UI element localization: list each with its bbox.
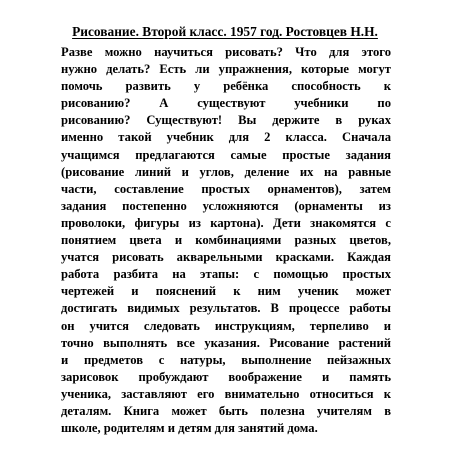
text-line: и предметов с натуры, выполнение пейзажных (61, 352, 391, 367)
text-line: достигать видимых результатов. В процессе работы (61, 301, 391, 316)
document-title (0, 24, 450, 40)
text-line: школе, родителям и детям для занятий дома. (61, 421, 318, 436)
text-line: рисованию? Существуют! Вы держите в руках (61, 113, 391, 128)
text-line: понятием цвета и комбинациями разных цветов, (61, 233, 391, 248)
text-line: учатся рисовать акварельными красками. Каждая (61, 250, 391, 265)
text-line: ученика, заставляют его внимательно относиться к (61, 386, 391, 401)
text-line: работа разбита на этапы: с помощью простых (61, 267, 391, 282)
text-line: точно выполнять все указания. Рисование растений (61, 335, 391, 350)
text-line: рисованию? А существуют учебники по (61, 96, 391, 111)
text-line: проволоки, фигуры из картона). Дети знакомятся с (61, 215, 391, 230)
text-line: задания постепенно усложняются (орнаменты из (61, 198, 391, 213)
text-line: (рисование линий и углов, деление их на равные (61, 164, 391, 179)
text-line: он учится следовать инструкциям, терпеливо и (61, 318, 391, 333)
text-line: деталям. Книга может быть полезна учителям в (61, 403, 391, 418)
text-line: зарисовок пробуждают воображение и память (61, 369, 391, 384)
text-line: Разве можно научиться рисовать? Что для этого (61, 45, 391, 59)
document-body (61, 44, 391, 437)
text-line: помочь развить у ребёнка способность к (61, 79, 391, 94)
text-line: именно такой учебник для 2 класса. Сначала (61, 130, 391, 145)
document-title-text: Рисование. Второй класс. 1957 год. Ростовцев Н.Н. (72, 24, 378, 39)
text-line: нужно делать? Есть ли упражнения, которые могут (61, 62, 391, 77)
text-line: части, составление простых орнаментов), затем (61, 181, 391, 196)
text-line: учащимся предлагаются самые простые задания (61, 147, 391, 162)
text-line: чертежей и пояснений к ним ученик может (61, 284, 391, 299)
